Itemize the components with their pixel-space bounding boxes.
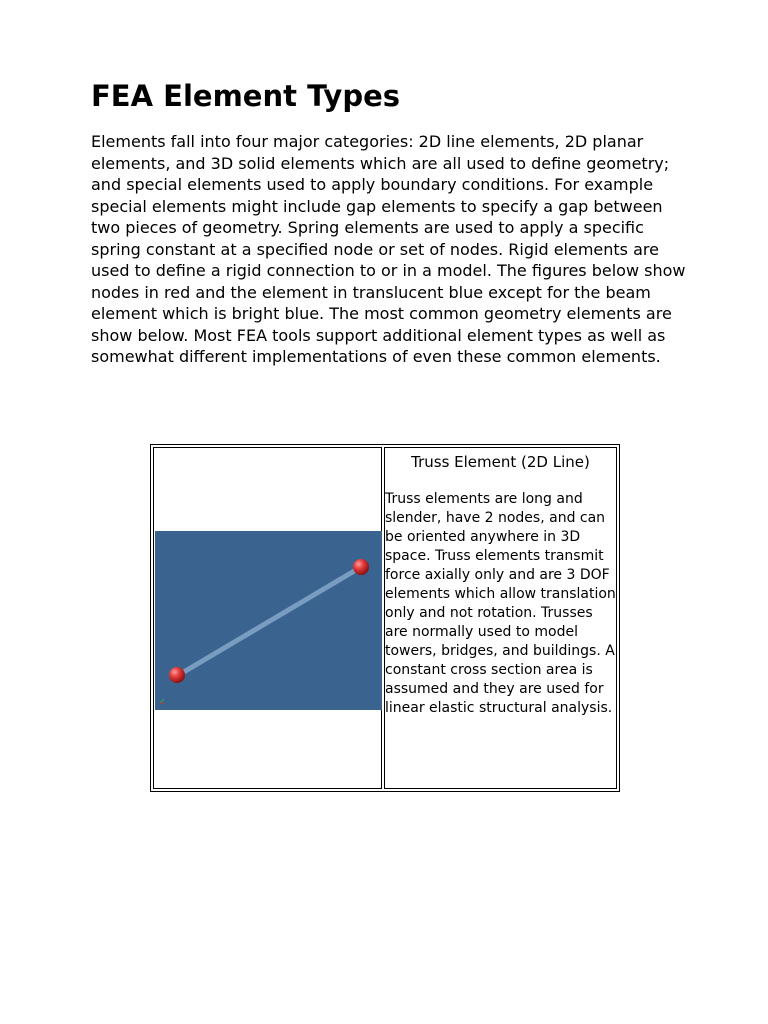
element-description: Truss elements are long and slender, have 2 nodes, and can be oriented anywhere in 3D space. Truss elements transmit force axially only and are 3 DOF elements which allow translation only and not rotation. Trusses are normally used to model towers, bridges, and buildings. A constant cross section area is assumed and they are used for linear elastic structural analysis. [385,491,616,716]
element-image-cell [153,447,382,789]
page-title: FEA Element Types [91,79,401,113]
element-title: Truss Element (2D Line) [411,453,590,471]
node-left [169,667,185,683]
truss-element-render [155,531,382,710]
element-table [150,444,620,792]
node-right [353,559,369,575]
element-text-cell [384,447,617,789]
intro-paragraph: Elements fall into four major categories: 2D line elements, 2D planar elements, and 3D solid elements which are all used to define geometry; and special elements used to apply boundary conditions. For example special elements might include gap elements to specify a gap between two pieces of geometry. Spring elements are used to apply a specific spring constant at a specified node or set of nodes. Rigid elements are used to define a rigid connection to or in a model. The figures below show nodes in red and the element in translucent blue except for the beam element which is bright blue. The most common geometry elements are show below. Most FEA tools support additional element types as well as somewhat different implementations of even these common elements. [91,132,686,366]
